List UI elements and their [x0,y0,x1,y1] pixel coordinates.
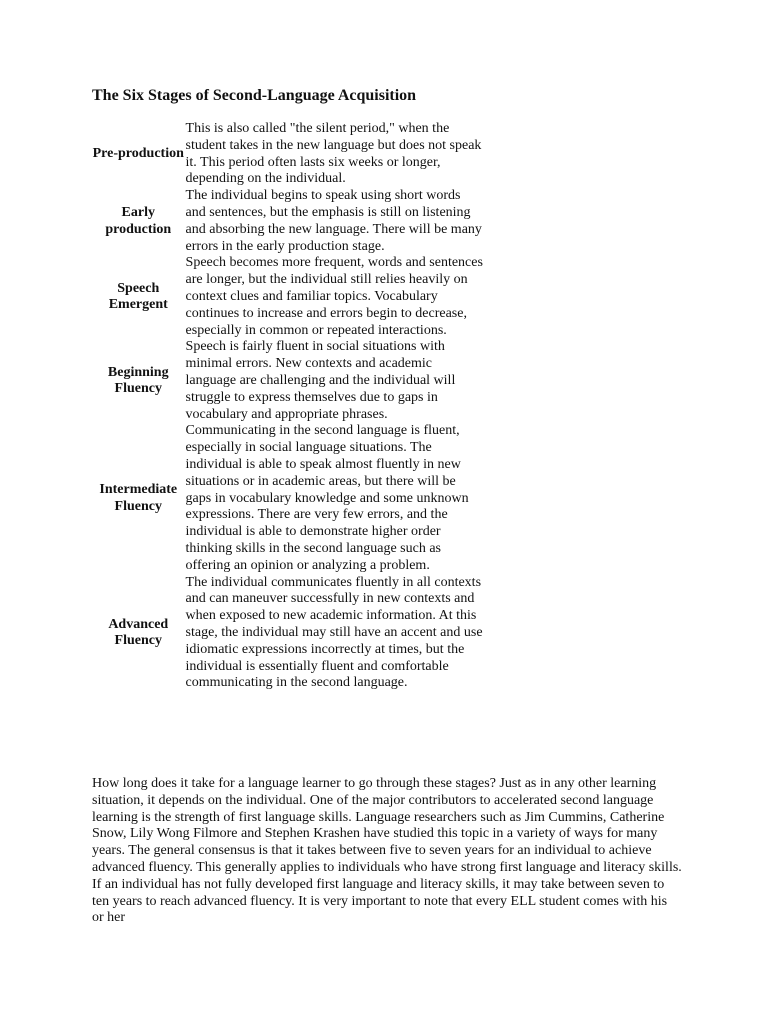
stage-description: Speech becomes more frequent, words and sentences are longer, but the individual still relies heavily on context clues and familiar topics. Vocabulary continues to increase and errors begin to decrease, especially in common or repeated interactions. [185,255,483,338]
stage-name: Speech Emergent [108,280,168,313]
page-title: The Six Stages of Second-Language Acquisition [92,87,417,104]
stage-row [92,423,492,574]
body-paragraph: How long does it take for a language learner to go through these stages? Just as in any other learning situation, it depends on the individual. One of the major contributors to accelerated second language learning is the strength of first language skills. Language researchers such as Jim Cummins, Catherine Snow, Lily Wong Filmore and Stephen Krashen have studied this topic in a variety of ways for many years. The general consensus is that it takes between five to seven years for an individual to achieve advanced fluency. This generally applies to individuals who have strong first language and literacy skills. If an individual has not fully developed first language and literacy skills, it may take between seven to ten years to reach advanced fluency. It is very important to note that every ELL student comes with his or her [92,776,682,926]
stage-row [92,575,492,693]
stage-name: Early production [105,204,172,237]
stage-description: This is also called "the silent period," when the student takes in the new language but does not speak it. This period often lasts six weeks or longer, depending on the individual. [185,121,482,187]
stage-description: The individual begins to speak using short words and sentences, but the emphasis is still on listening and absorbing the new language. There will be many errors in the early production stage. [185,188,482,254]
stage-name: Beginning Fluency [107,364,169,397]
stage-name: Intermediate Fluency [99,482,178,514]
stage-description: Communicating in the second language is fluent, especially in social language situations. The individual is able to speak almost fluently in new situations or in academic areas, but there will be gaps in vocabulary knowledge and some unknown expressions. There are very few errors, and the individual is able to demonstrate higher order thinking skills in the second language such as offering an opinion or analyzing a problem. [185,423,469,573]
stage-description: The individual communicates fluently in all contexts and can maneuver successfully in new contexts and when exposed to new academic information. At this stage, the individual may still have an accent and use idiomatic expressions incorrectly at times, but the individual is essentially fluent and comfortable communicating in the second language. [185,574,483,691]
stage-row [92,339,492,423]
stage-row [92,255,492,339]
stage-row [92,121,492,188]
stage-description: Speech is fairly fluent in social situations with minimal errors. New contexts and academic language are challenging and the individual will struggle to express themselves due to gaps in vocabulary and appropriate phrases. [185,339,456,422]
stages-table [92,121,492,692]
stage-row [92,188,492,255]
stage-name: Pre-production [92,146,184,162]
stage-name: Advanced Fluency [108,616,169,649]
